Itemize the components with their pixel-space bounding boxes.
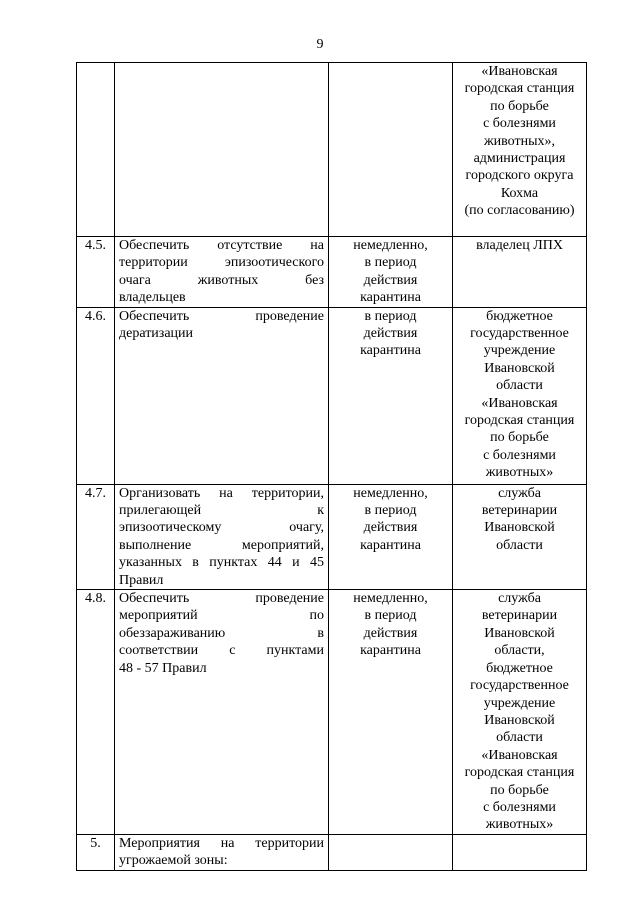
item-number: 5. (77, 834, 115, 870)
measure-executor-line: по борьбе (490, 782, 549, 798)
item-number (77, 63, 115, 237)
measure-executor-line: Ивановской (484, 520, 555, 536)
measure-executor-line: ветеринарии (481, 503, 558, 519)
measure-description-line: 48 - 57 Правил (119, 660, 207, 676)
measure-executor-line: бюджетное (486, 308, 553, 324)
measure-description-line: Обеспечить проведение (119, 591, 324, 607)
measure-deadline-line: в период (364, 255, 417, 271)
measure-executor-line: городского округа (465, 168, 574, 184)
measure-executor-line: учреждение (483, 343, 556, 359)
measure-executor (453, 484, 587, 589)
measure-executor-line: области (496, 730, 543, 746)
measure-executor-line: государственное (470, 326, 569, 342)
measure-executor-line: животных» (485, 465, 554, 481)
measure-executor-line: «Ивановская (481, 395, 558, 411)
measure-executor-line: Ивановской (484, 712, 555, 728)
measure-deadline-line: в период (364, 308, 417, 324)
measure-executor-line: области, (494, 643, 545, 659)
measure-description-line: Обеспечить отсутствие на (119, 238, 324, 253)
measure-executor-line: администрация (473, 151, 566, 167)
measure-description (115, 484, 329, 589)
table-row (77, 237, 587, 308)
table-row (77, 590, 587, 835)
measure-description (115, 63, 329, 237)
measure-executor-line: с болезнями (483, 799, 556, 815)
measure-deadline-line: карантина (360, 290, 421, 306)
measure-deadline-line: карантина (360, 643, 421, 659)
measure-description-line: Мероприятия на территории (119, 835, 324, 851)
item-number: 4.6. (77, 307, 115, 484)
measure-deadline-line: действия (363, 520, 418, 536)
measure-deadline-line: в период (364, 608, 417, 624)
measure-description-line: указанных в пунктах 44 и 45 (119, 555, 324, 571)
measure-description-line: дератизации (119, 326, 194, 342)
measure-executor-line: области (496, 378, 543, 394)
measure-executor-line: учреждение (483, 695, 556, 711)
measure-description-line: соответствии с пунктами (119, 643, 324, 659)
item-number: 4.7. (77, 484, 115, 589)
measure-executor-line: бюджетное (486, 660, 553, 676)
table-row (77, 484, 587, 589)
measure-executor-line: городская станция (464, 765, 575, 781)
measure-description-line: территории эпизоотического (119, 255, 324, 271)
measure-description-line: прилегающей к (119, 503, 324, 519)
measure-deadline (329, 834, 453, 870)
measure-executor-line: животных» (485, 817, 554, 833)
measure-deadline-line: карантина (360, 343, 421, 359)
measure-deadline-line: действия (363, 625, 418, 641)
measure-executor-line: государственное (470, 678, 569, 694)
measure-executor-line: по борьбе (490, 430, 549, 446)
measure-description (115, 590, 329, 835)
measure-executor-line: «Ивановская (481, 64, 558, 79)
measure-description-line: Правил (119, 572, 164, 588)
measure-executor-line: с болезнями (483, 116, 556, 132)
measure-deadline-line: немедленно, (353, 591, 428, 607)
measure-executor-line: городская станция (464, 413, 575, 429)
measure-executor-line: (по согласованию) (464, 203, 575, 219)
item-number: 4.5. (77, 237, 115, 308)
measure-executor-line: животных», (483, 133, 555, 149)
measure-description-line: обеззараживанию в (119, 625, 324, 641)
measure-deadline-line: действия (363, 272, 418, 288)
measure-description-line: Обеспечить проведение (119, 308, 324, 324)
measure-deadline-line: действия (363, 326, 418, 342)
measure-executor (453, 590, 587, 835)
measure-executor-line: служба (498, 591, 541, 607)
measure-executor (453, 63, 587, 237)
measure-description-line: Организовать на территории, (119, 485, 324, 501)
table-row (77, 63, 587, 237)
measures-table-body (77, 63, 587, 871)
measure-deadline-line: немедленно, (353, 238, 428, 253)
measure-deadline (329, 237, 453, 308)
measure-description-line: очага животных без (119, 272, 324, 288)
measure-deadline (329, 63, 453, 237)
measure-executor-line: служба (498, 485, 541, 501)
measure-executor-line: ветеринарии (481, 608, 558, 624)
measure-description-line: мероприятий по (119, 608, 324, 624)
measure-executor-line: Ивановской (484, 625, 555, 641)
measure-executor-line: с болезнями (483, 447, 556, 463)
measure-executor (453, 834, 587, 870)
measure-description (115, 834, 329, 870)
measure-executor-line: Кохма (500, 185, 539, 201)
page-number: 9 (316, 37, 324, 52)
measure-deadline-line: немедленно, (353, 485, 428, 501)
measures-table (76, 62, 587, 871)
measure-executor (453, 307, 587, 484)
measure-deadline (329, 590, 453, 835)
measure-deadline (329, 484, 453, 589)
measure-executor-line: Ивановской (484, 360, 555, 376)
measure-description (115, 237, 329, 308)
measure-executor-line: «Ивановская (481, 747, 558, 763)
measure-description-line: выполнение мероприятий, (119, 537, 324, 553)
measure-executor-line: области (496, 537, 543, 553)
measure-executor-line: по борьбе (490, 98, 549, 114)
measure-description-line: угрожаемой зоны: (119, 853, 228, 869)
table-row (77, 307, 587, 484)
item-number: 4.8. (77, 590, 115, 835)
measure-executor-line: городская станция (464, 81, 575, 97)
measure-description-line: эпизоотическому очагу, (119, 520, 324, 536)
measure-executor (453, 237, 587, 308)
measure-executor-line: владелец ЛПХ (476, 238, 563, 253)
measure-deadline (329, 307, 453, 484)
measure-deadline-line: в период (364, 503, 417, 519)
measure-description (115, 307, 329, 484)
measure-deadline-line: карантина (360, 537, 421, 553)
measure-description-line: владельцев (119, 290, 186, 306)
table-row (77, 834, 587, 870)
